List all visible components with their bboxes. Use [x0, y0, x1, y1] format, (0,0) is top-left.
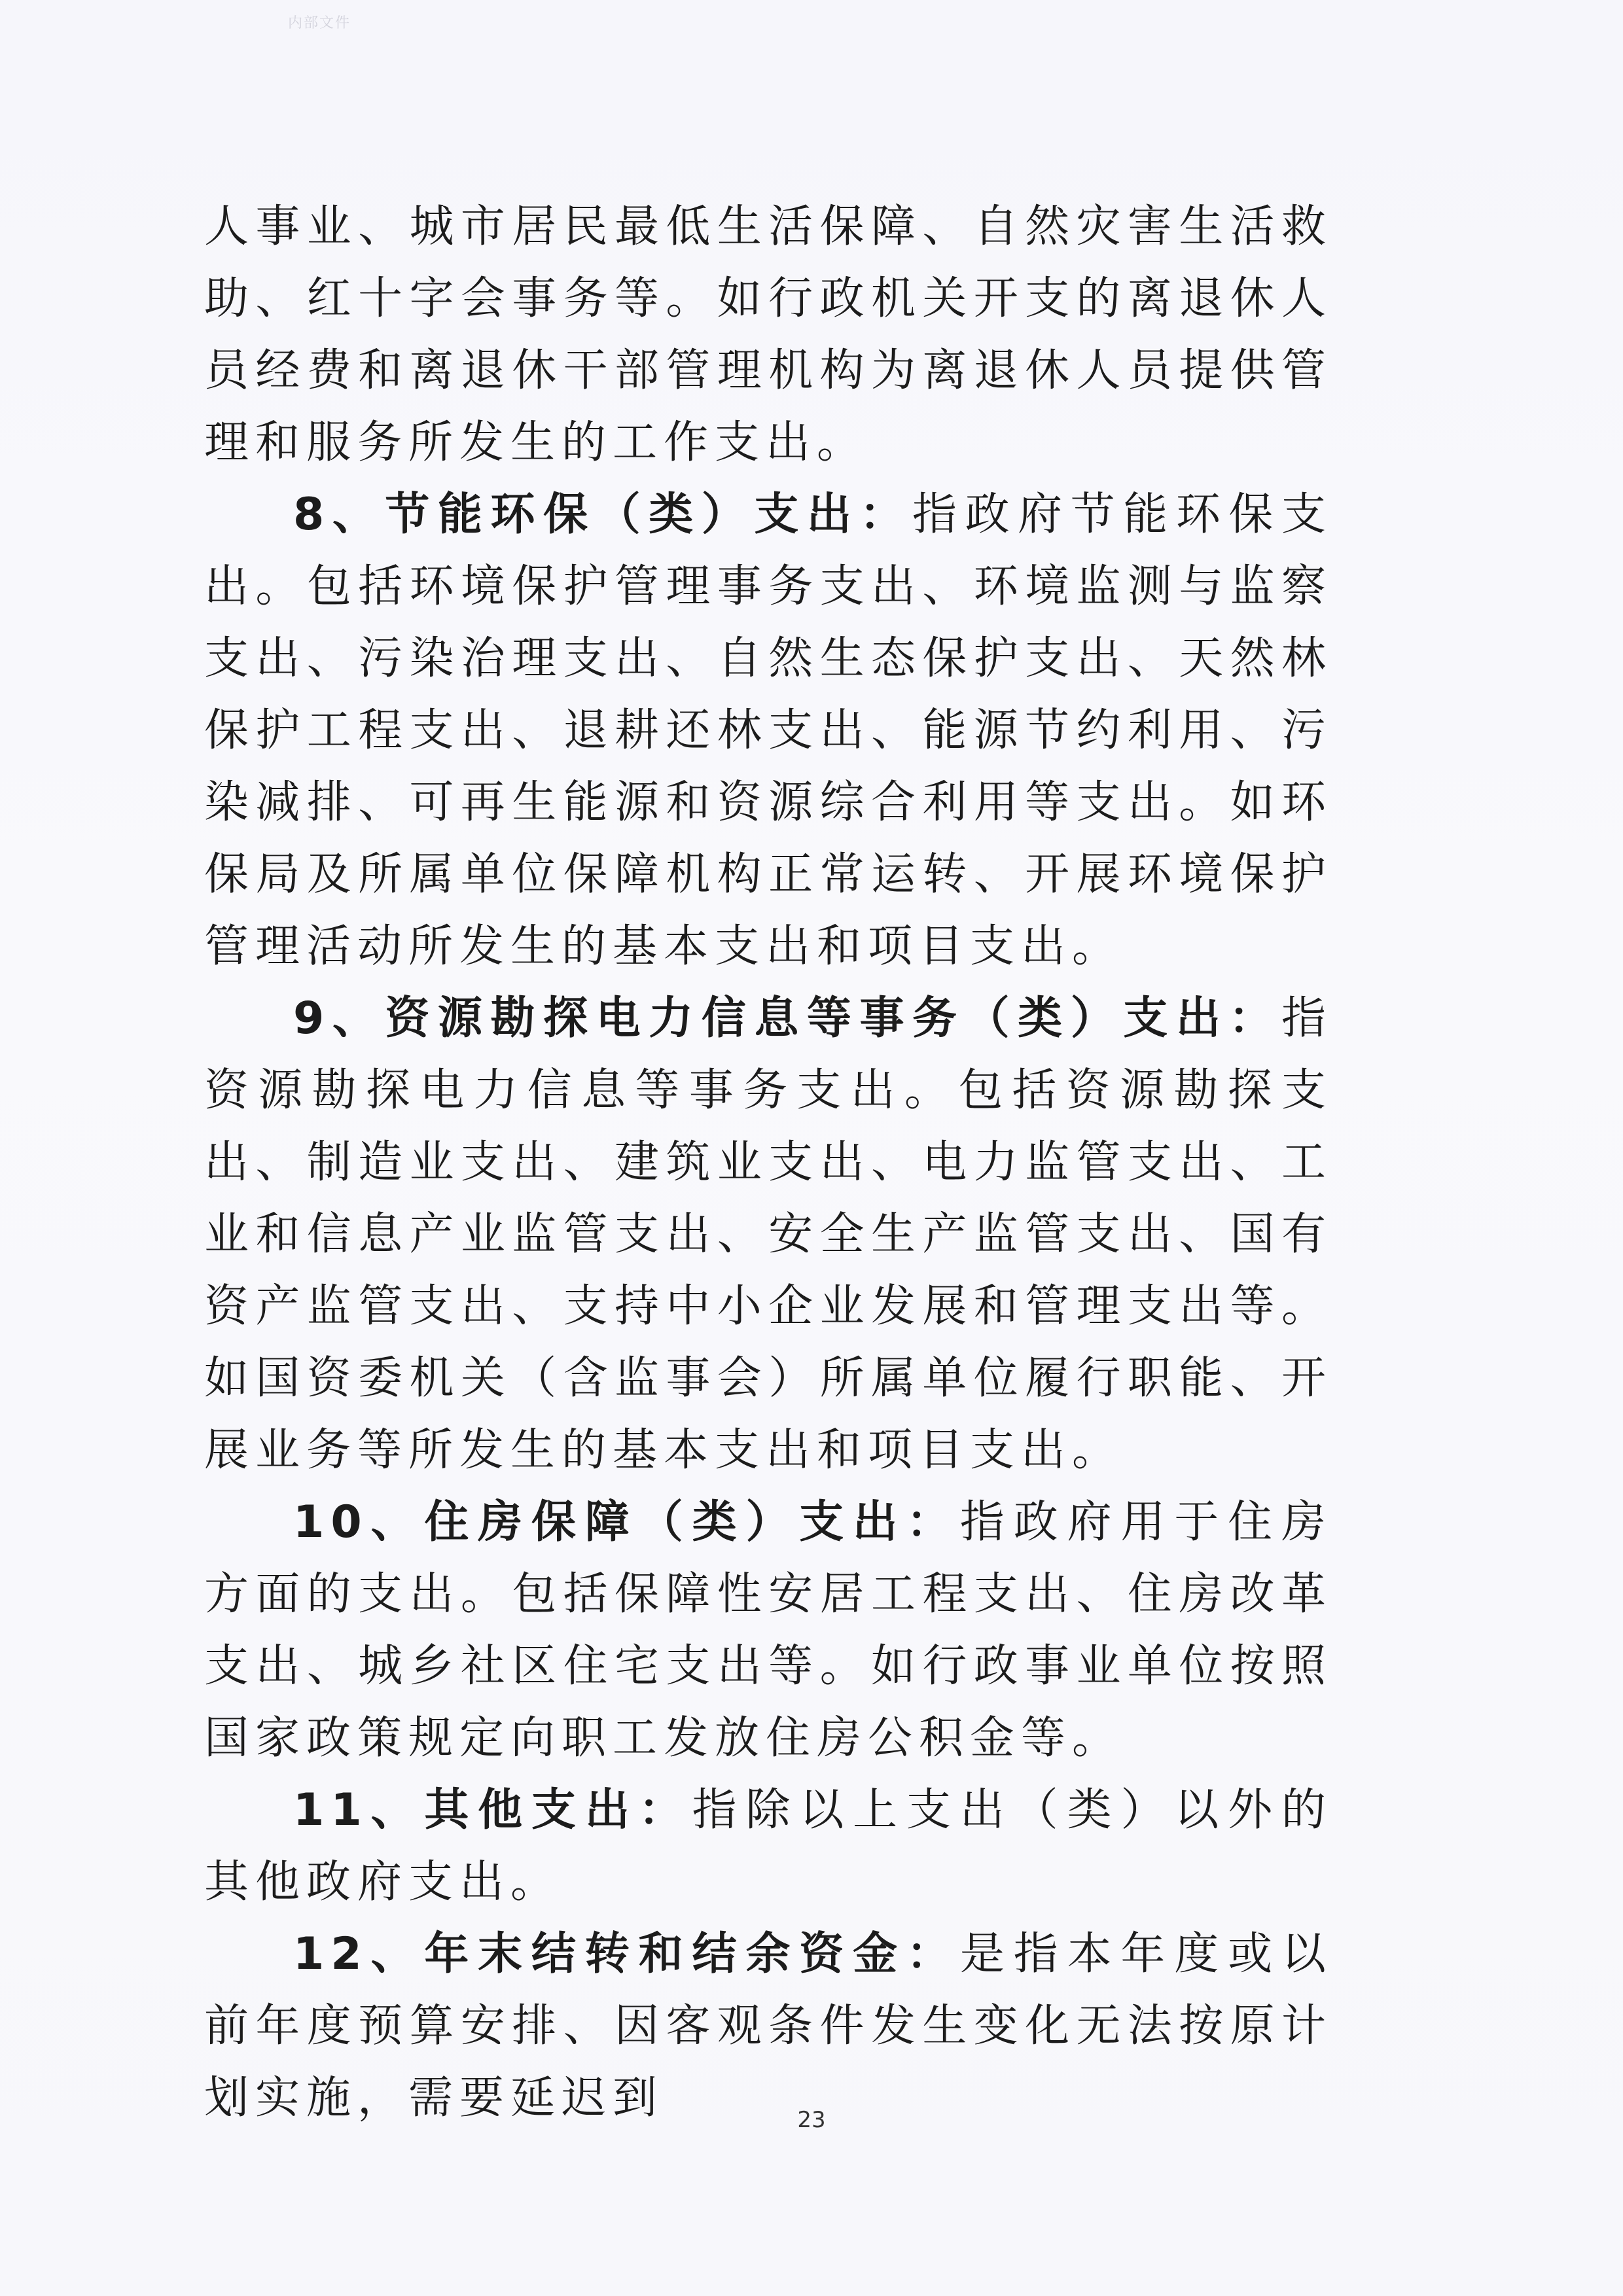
item-heading: 10、住房保障（类）支出：: [293, 1496, 960, 1548]
paragraph-item-9: [204, 983, 1332, 1487]
item-heading: 9、资源勘探电力信息等事务（类）支出：: [293, 993, 1281, 1044]
paragraph-item-10: [204, 1487, 1332, 1775]
page-number: 23: [797, 2107, 826, 2133]
item-heading: 11、其他支出：: [293, 1784, 692, 1836]
paragraph-item-11: [204, 1775, 1332, 1918]
paragraph-text: 人事业、城市居民最低生活保障、自然灾害生活救助、红十字会事务等。如行政机关开支的离退休人员经费和离退休干部管理机构为离退休人员提供管理和服务所发生的工作支出。: [204, 201, 1332, 468]
paragraph-item-8: [204, 479, 1332, 983]
paragraph-item-12: [204, 1918, 1332, 2134]
paragraph-continuation: [204, 191, 1332, 479]
document-body: [204, 191, 1332, 2134]
paragraph-text: 是指本年度或以前年度预算安排、因客观条件发生变化无法按原计划实施，需要延迟到: [204, 1928, 1332, 2124]
faint-header-mark: 内部文件: [288, 15, 351, 31]
paragraph-text: 指政府节能环保支出。包括环境保护管理事务支出、环境监测与监察支出、污染治理支出、自然生态保护支出、天然林保护工程支出、退耕还林支出、能源节约利用、污染减排、可再生能源和资源综合利用等支出。如环保局及所属单位保障机构正常运转、开展环境保护管理活动所发生的基本支出和项目支出。: [204, 489, 1332, 972]
paragraph-text: 指资源勘探电力信息等事务支出。包括资源勘探支出、制造业支出、建筑业支出、电力监管支出、工业和信息产业监管支出、安全生产监管支出、国有资产监管支出、支持中小企业发展和管理支出等。如国资委机关（含监事会）所属单位履行职能、开展业务等所发生的基本支出和项目支出。: [204, 993, 1332, 1476]
paragraph-text: 指政府用于住房方面的支出。包括保障性安居工程支出、住房改革支出、城乡社区住宅支出等。如行政事业单位按照国家政策规定向职工发放住房公积金等。: [204, 1496, 1332, 1764]
paragraph-text: 指除以上支出（类）以外的其他政府支出。: [204, 1784, 1332, 1908]
item-heading: 12、年末结转和结余资金：: [293, 1928, 960, 1980]
item-heading: 8、节能环保（类）支出：: [293, 489, 913, 540]
